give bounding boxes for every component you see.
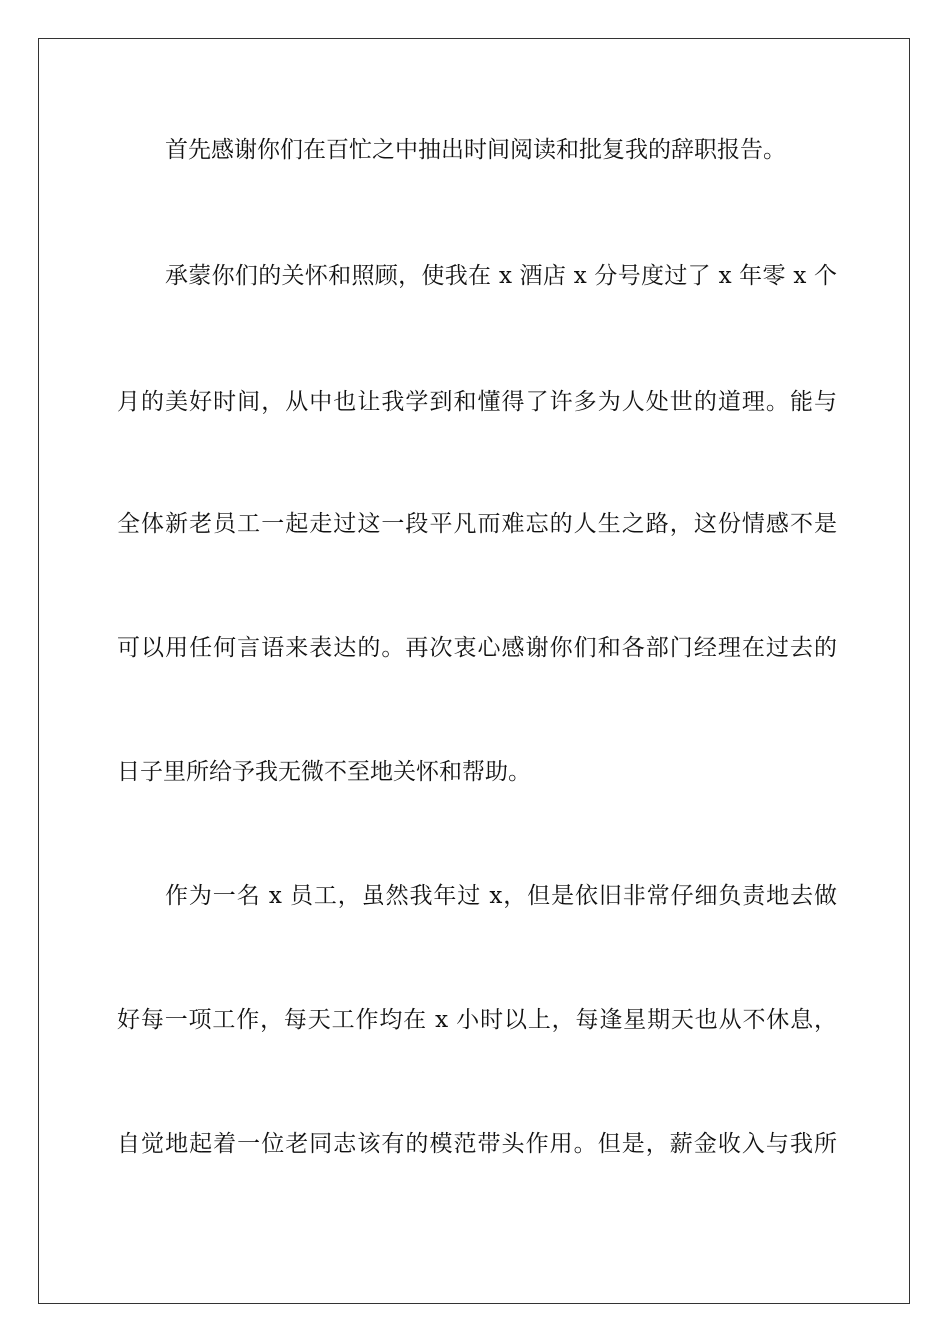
paragraph-2-line-2: 月的美好时间，从中也让我学到和懂得了许多为人处世的道理。能与 xyxy=(117,389,837,415)
page-border xyxy=(38,38,910,1304)
paragraph-3-line-3: 自觉地起着一位老同志该有的模范带头作用。但是，薪金收入与我所 xyxy=(117,1131,837,1157)
paragraph-1-line-1: 首先感谢你们在百忙之中抽出时间阅读和批复我的辞职报告。 xyxy=(165,137,786,163)
paragraph-2-line-3: 全体新老员工一起走过这一段平凡而难忘的人生之路，这份情感不是 xyxy=(117,511,837,537)
paragraph-2-line-1: 承蒙你们的关怀和照顾，使我在 x 酒店 x 分号度过了 x 年零 x 个 xyxy=(165,263,837,289)
paragraph-3-line-2: 好每一项工作，每天工作均在 x 小时以上，每逢星期天也从不休息， xyxy=(117,1007,837,1033)
paragraph-2-line-5: 日子里所给予我无微不至地关怀和帮助。 xyxy=(117,759,531,785)
paragraph-2-line-4: 可以用任何言语来表达的。再次衷心感谢你们和各部门经理在过去的 xyxy=(117,635,837,661)
paragraph-3-line-1: 作为一名 x 员工，虽然我年过 x，但是依旧非常仔细负责地去做 xyxy=(165,883,837,909)
